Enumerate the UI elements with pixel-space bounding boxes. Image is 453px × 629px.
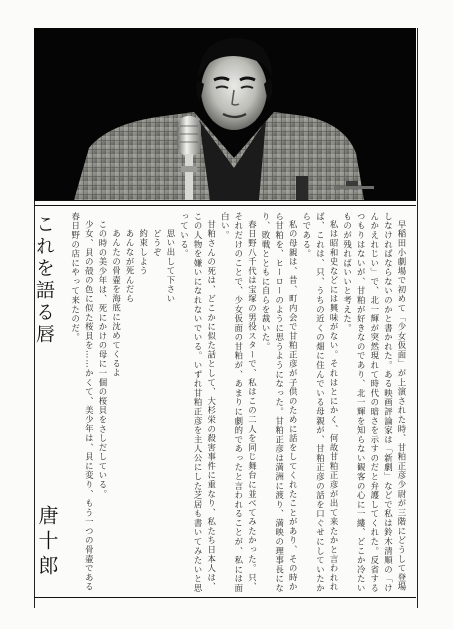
photo-man-at-microphone (34, 28, 416, 201)
poem-line: あんたの骨壷を海底に沈めてくるよ (111, 228, 122, 378)
body-paragraph: 甘粕さんの死は、どこかに似た話として、大杉栄の殺害事件に重なり、私たち日本人は、この人物を嫌いになれないでいる。いずれ甘粕正彦を主人公にした芝居も書いてみたいと思っている。 (179, 212, 217, 593)
header-divider (34, 205, 416, 206)
poem-line: 思い出して下さい (165, 228, 176, 304)
body-paragraph: 私は昭和史などには興味がない。それはとにかく、何故甘粕正彦が出て来たかと言われれば、これは、只、うちの近くの畑に住んでいる母親が、甘粕正彦の話を口ぐせにしていたからである。 (301, 212, 340, 593)
body-paragraph: この時の美少年は、死にかけの母に一個の桜貝をさしだしている。 (97, 220, 108, 500)
body-paragraph: 春日野八千代は宝塚の男役スターで、私はこの二人を同じ舞台に並べてみたかった。只、それだけのことで、少女仮面の甘粕が、あまりに劇的であったと言われることが、私には面白い。 (220, 212, 258, 593)
body-text (66, 212, 408, 594)
poem-line: どうぞ (152, 228, 163, 257)
page-title: これを語る唇 (33, 214, 55, 346)
body-paragraph: 私の母親は、昔、町内会で甘粕正彦が子供のために話をしてくれたことがあり、その時から甘粕を、ヒーローのように思うようになった。甘粕正彦は満洲に渡り、満映の理事長になり、敗戦とともに自らを裁いた。 (261, 212, 299, 593)
author-name: 唐十郎 (35, 505, 59, 580)
body-paragraph: 早稲田小劇場で初めて「少女仮面」が上演された時、甘粕正彦少尉が三階にどうして登場しなければならないのかと書かれた。ある映画評論家は「新劇」などで私は鈴木清順の「けんかえれじい」で、北一輝が突然現れて時代の暗さを示すのだと弁護してくれた。反省するつもりはないが、甘粕が好きなのであり、北一輝を知らない観客の心に一縷、どこか冷たいものが残ればいいと考えた。 (342, 212, 407, 593)
footer-divider (34, 597, 416, 598)
photo-illustration (34, 28, 416, 200)
poem-line: あんなが死んだら (125, 228, 136, 304)
poem-line: 約束しよう (138, 228, 149, 276)
body-paragraph: 少女、貝の殻の色に似た桜貝を……かくて、美少年は、貝に変り、もう一つの骨壷である春日野の店にやって来たのだ。 (70, 212, 95, 592)
